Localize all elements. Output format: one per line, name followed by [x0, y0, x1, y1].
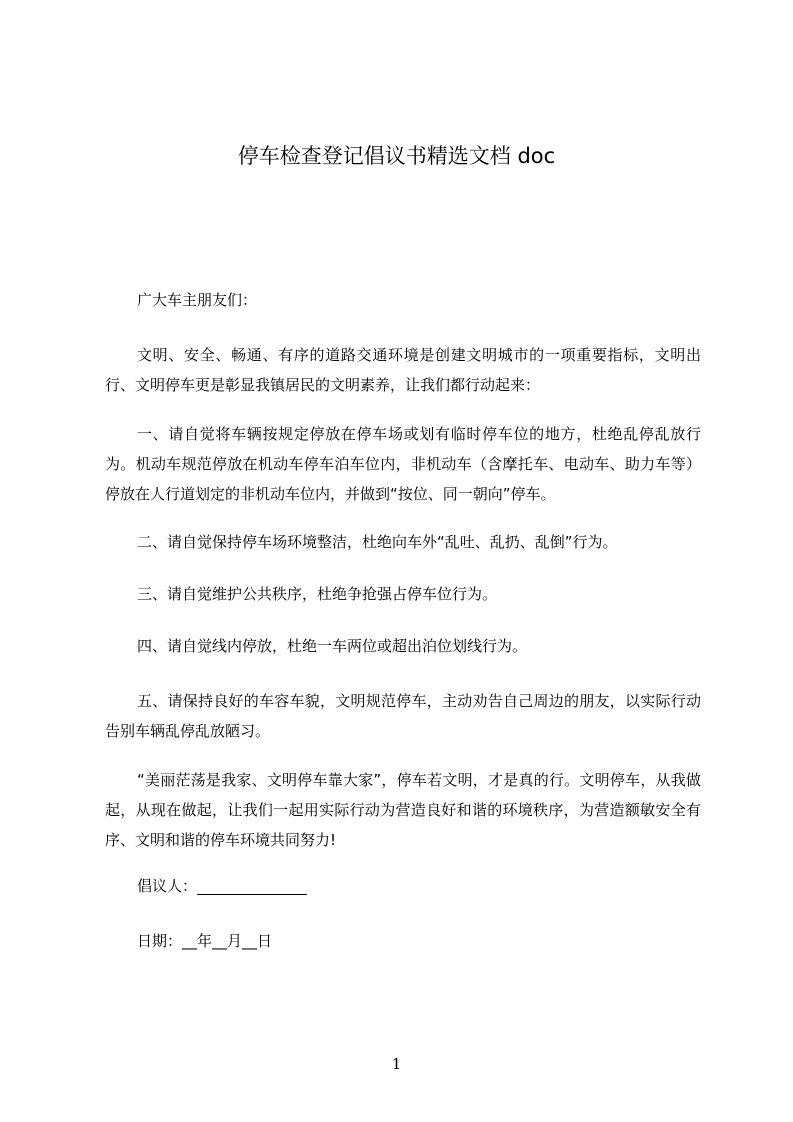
item-2: 二、请自觉保持停车场环境整洁，杜绝向车外“乱吐、乱扔、乱倒”行为。 — [137, 533, 618, 551]
greeting: 广大车主朋友们： — [137, 291, 258, 309]
document-title: 停车检查登记倡议书精选文档 doc — [237, 144, 556, 168]
item-4: 四、请自觉线内停放，杜绝一车两位或超出泊位划线行为。 — [137, 637, 528, 655]
signer-line — [105, 871, 701, 901]
closing-paragraph: “美丽茫荡是我家、文明停车靠大家”，停车若文明，才是真的行。文明停车，从我做起，从现在做起，让我们一起用实际行动为营造良好和谐的环境秩序，为营造额敏安全有序、文明和谐的停车环境共同努力! — [105, 771, 701, 849]
signer-label: 倡议人： — [137, 877, 198, 895]
date-line: 日期：__年__月__日 — [137, 932, 273, 950]
signature-blank — [197, 878, 307, 895]
item-3: 三、请自觉维护公共秩序，杜绝争抢强占停车位行为。 — [137, 585, 498, 603]
item-1: 一、请自觉将车辆按规定停放在停车场或划有临时停车位的地方，杜绝乱停乱放行为。机动车规范停放在机动车停车泊车位内，非机动车（含摩托车、电动车、助力车等）停放在人行道划定的非机动车位内，并做到“按位、同一朝向”停车。 — [105, 425, 701, 503]
item-5: 五、请保持良好的车容车貌，文明规范停车，主动劝告自己周边的朋友，以实际行动告别车辆乱停乱放陋习。 — [105, 692, 701, 740]
page-number: 1 — [391, 1055, 402, 1073]
intro-paragraph: 文明、安全、畅通、有序的道路交通环境是创建文明城市的一项重要指标，文明出行、文明停车更是彰显我镇居民的文明素养，让我们都行动起来： — [105, 346, 701, 394]
